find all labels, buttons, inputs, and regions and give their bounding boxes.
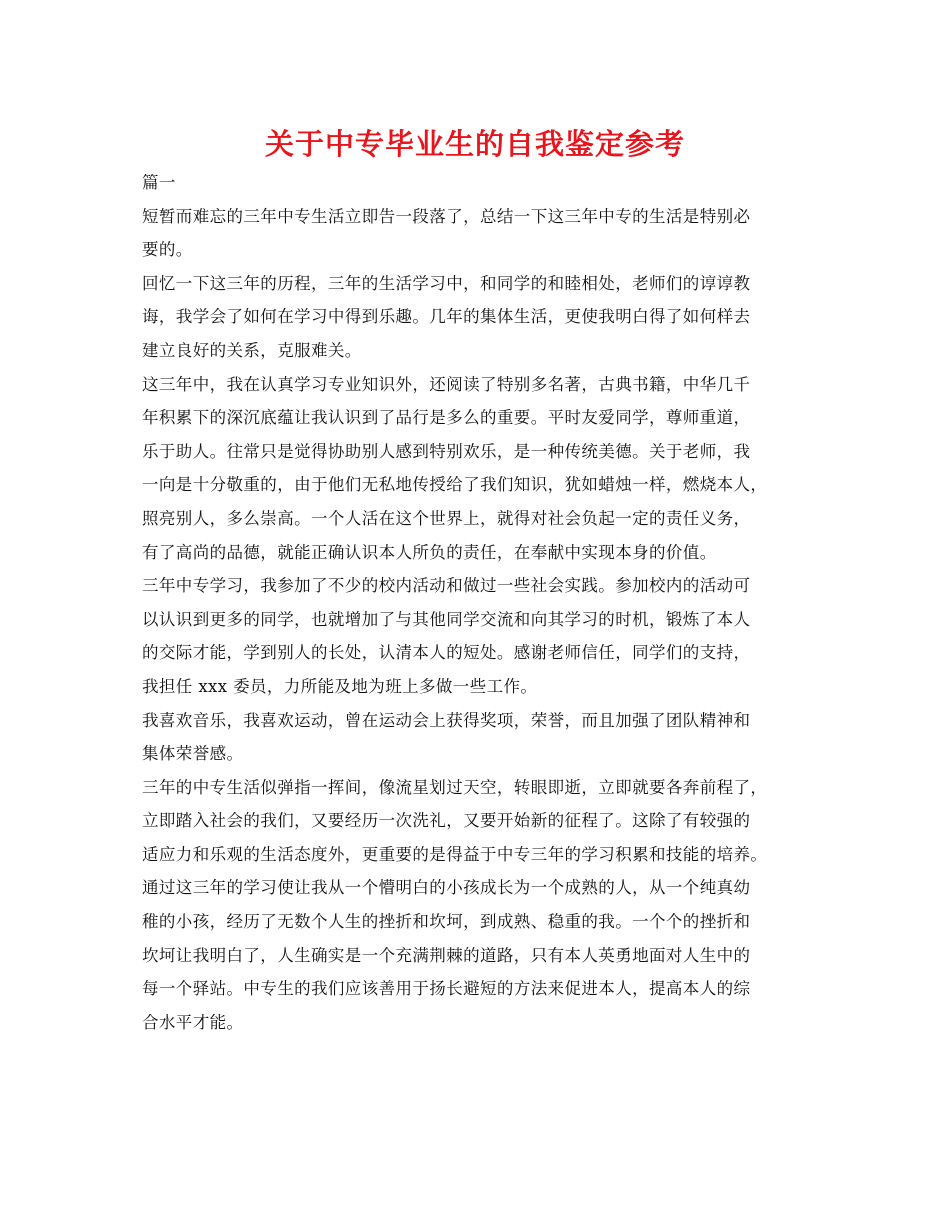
text-line: 短暂而难忘的三年中专生活立即告一段落了，总结一下这三年中专的生活是特别必 — [142, 206, 751, 226]
text-line: 我担任 xxx 委员，力所能及地为班上多做一些工作。 — [142, 676, 538, 696]
text-line: 这三年中，我在认真学习专业知识外，还阅读了特别多名著，古典书籍，中华几千 — [142, 374, 751, 394]
text-line: 集体荣誉感。 — [142, 744, 244, 764]
text-line: 三年中专学习，我参加了不少的校内活动和做过一些社会实践。参加校内的活动可 — [142, 576, 751, 596]
text-line: 我喜欢音乐，我喜欢运动，曾在运动会上获得奖项，荣誉，而且加强了团队精神和 — [142, 710, 751, 730]
text-line: 的交际才能，学到别人的长处，认清本人的短处。感谢老师信任，同学们的支持， — [142, 643, 751, 663]
text-line: 年积累下的深沉底蕴让我认识到了品行是多么的重要。平时友爱同学，尊师重道， — [142, 408, 751, 428]
text-line: 乐于助人。往常只是觉得协助别人感到特别欢乐，是一种传统美德。关于老师，我 — [142, 441, 751, 461]
document-body — [142, 166, 832, 1039]
text-line: 适应力和乐观的生活态度外，更重要的是得益于中专三年的学习积累和技能的培养。 — [142, 844, 768, 864]
text-line: 立即踏入社会的我们，又要经历一次洗礼，又要开始新的征程了。这除了有较强的 — [142, 811, 751, 831]
text-line: 照亮别人，多么崇高。一个人活在这个世界上，就得对社会负起一定的责任义务， — [142, 508, 751, 528]
document-title: 关于中专毕业生的自我鉴定参考 — [264, 127, 685, 161]
text-line: 合水平才能。 — [142, 1012, 244, 1032]
text-line: 每一个驿站。中专生的我们应该善用于扬长避短的方法来促进本人，提高本人的综 — [142, 979, 751, 999]
text-line: 篇一 — [142, 173, 176, 192]
text-line: 以认识到更多的同学，也就增加了与其他同学交流和向其学习的时机，锻炼了本人 — [142, 609, 751, 629]
text-line: 诲，我学会了如何在学习中得到乐趣。几年的集体生活，更使我明白得了如何样去 — [142, 307, 751, 327]
text-line: 三年的中专生活似弹指一挥间，像流星划过天空，转眼即逝，立即就要各奔前程了， — [142, 777, 768, 797]
text-line: 要的。 — [142, 240, 193, 260]
text-line: 有了高尚的品德，就能正确认识本人所负的责任，在奉献中实现本身的价值。 — [142, 542, 717, 562]
text-line: 回忆一下这三年的历程，三年的生活学习中，和同学的和睦相处，老师们的谆谆教 — [142, 273, 751, 293]
text-line: 一向是十分敬重的，由于他们无私地传授给了我们知识，犹如蜡烛一样，燃烧本人， — [142, 475, 768, 495]
text-line: 坎坷让我明白了，人生确实是一个充满荆棘的道路，只有本人英勇地面对人生中的 — [142, 945, 751, 965]
text-line: 稚的小孩，经历了无数个人生的挫折和坎坷，到成熟、稳重的我。一个个的挫折和 — [142, 912, 751, 932]
text-line: 通过这三年的学习使让我从一个懵明白的小孩成长为一个成熟的人，从一个纯真幼 — [142, 878, 751, 898]
text-line: 建立良好的关系，克服难关。 — [142, 340, 362, 360]
